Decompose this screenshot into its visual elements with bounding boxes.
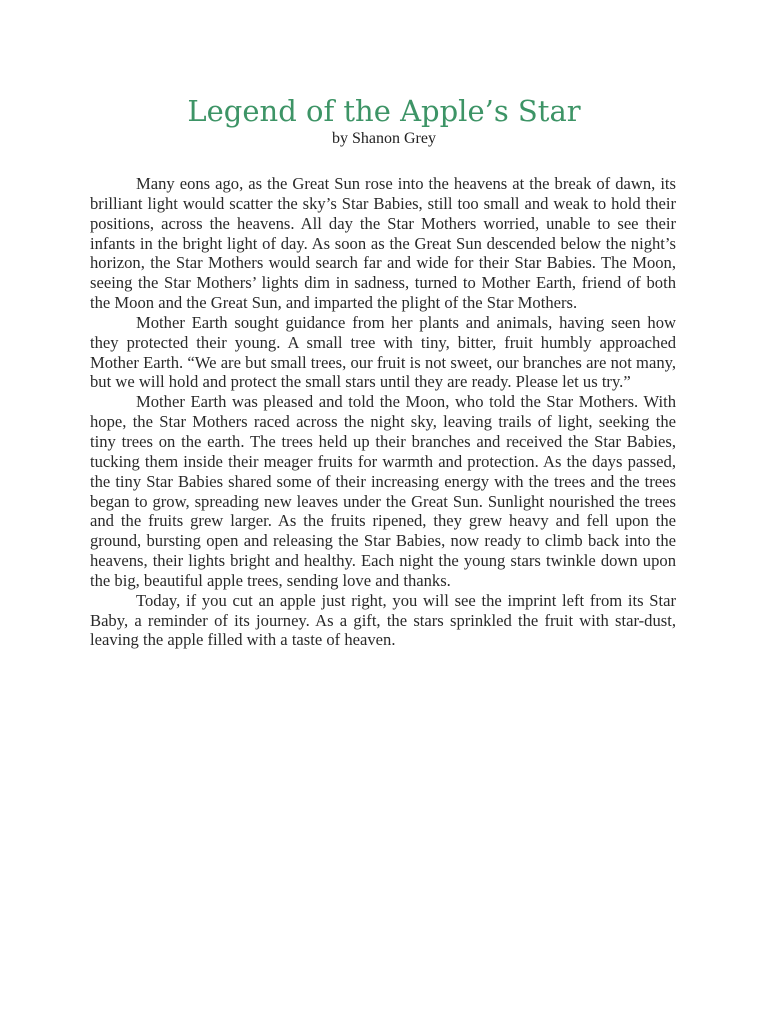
paragraph-1: Many eons ago, as the Great Sun rose into the heavens at the break of dawn, its brilliant light would scatter the sky’s Star Babies, still too small and weak to hold their positions, across the heavens. All day the Star Mothers worried, unable to see their infants in the bright light of day. As soon as the Great Sun descended below the night’s horizon, the Star Mothers would search far and wide for their Star Babies. The Moon, seeing the Star Mothers’ lights dim in sadness, turned to Mother Earth, friend of both the Moon and the Great Sun, and imparted the plight of the Star Mothers. — [90, 174, 676, 313]
paragraph-2: Mother Earth sought guidance from her plants and animals, having seen how they protected their young. A small tree with tiny, bitter, fruit humbly approached Mother Earth. “We are but small trees, our fruit is not sweet, our branches are not many, but we will hold and protect the small stars until they are ready. Please let us try.” — [90, 312, 676, 392]
story-body — [90, 174, 676, 650]
author-byline: by Shanon Grey — [332, 130, 436, 147]
document-title: Legend of the Apple’s Star — [187, 94, 581, 128]
paragraph-3: Mother Earth was pleased and told the Moon, who told the Star Mothers. With hope, the Star Mothers raced across the night sky, leaving trails of light, seeking the tiny trees on the earth. The trees held up their branches and received the Star Babies, tucking them inside their meager fruits for warmth and protection. As the days passed, the tiny Star Babies shared some of their increasing energy with the trees and the trees began to grow, spreading new leaves under the Great Sun. Sunlight nourished the trees and the fruits grew larger. As the fruits ripened, they grew heavy and fell upon the ground, bursting open and releasing the Star Babies, now ready to climb back into the heavens, their lights bright and healthy. Each night the young stars twinkle down upon the big, beautiful apple trees, sending love and thanks. — [90, 392, 676, 590]
paragraph-4: Today, if you cut an apple just right, you will see the imprint left from its Star Baby, a reminder of its journey. As a gift, the stars sprinkled the fruit with star-dust, leaving the apple filled with a taste of heaven. — [90, 590, 676, 650]
